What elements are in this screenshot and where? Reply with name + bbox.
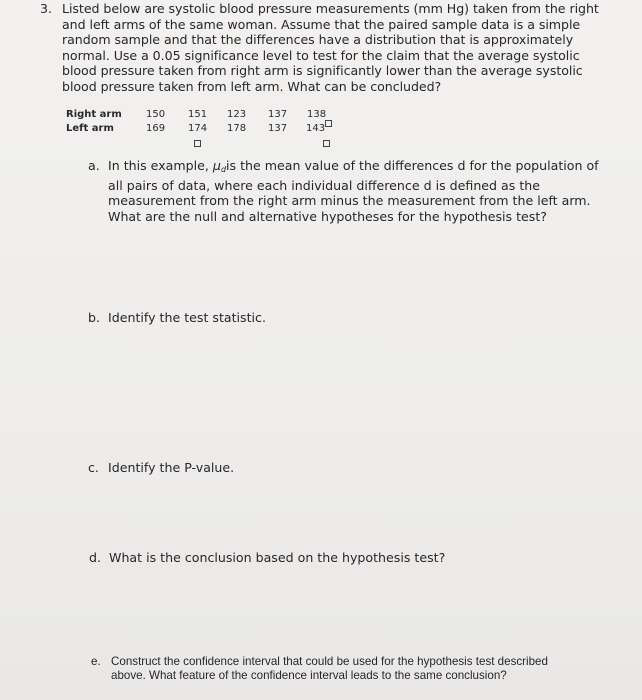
part-a-line: all pairs of data, where each individual difference d is defined as the xyxy=(108,177,540,193)
mu-symbol: μ xyxy=(212,158,221,173)
mu-subscript: d xyxy=(220,165,227,174)
part-d-text: What is the conclusion based on the hypothesis test? xyxy=(109,550,446,565)
table-cell: 151 xyxy=(188,109,208,120)
table-cell: 178 xyxy=(227,123,247,134)
question-number: 3. xyxy=(40,1,53,16)
question-line: blood pressure taken from left arm. What can be concluded? xyxy=(62,78,442,94)
row-label-right-arm: Right arm xyxy=(66,109,122,120)
question-line: Listed below are systolic blood pressure measurements (mm Hg) taken from the right xyxy=(62,1,599,16)
part-b-text: Identify the test statistic. xyxy=(108,310,266,325)
question-line: and left arms of the same woman. Assume that the paired sample data is a simple xyxy=(62,16,581,32)
part-a-line-1-post: is the mean value of the differences d for the population of xyxy=(226,158,599,173)
part-a-line: measurement from the right arm minus the measurement from the left arm. xyxy=(108,193,591,208)
placeholder-box-icon xyxy=(325,120,332,127)
table-cell: 169 xyxy=(146,123,166,134)
part-letter: b. xyxy=(88,310,100,325)
part-e-line: above. What feature of the confidence interval leads to the same conclusion? xyxy=(111,669,507,682)
part-a-line: What are the null and alternative hypotheses for the hypothesis test? xyxy=(108,208,547,224)
table-cell: 138 xyxy=(307,109,327,120)
placeholder-box-icon xyxy=(194,140,201,147)
part-letter: d. xyxy=(89,550,101,565)
part-letter: c. xyxy=(88,460,99,475)
part-e-line: Construct the confidence interval that could be used for the hypothesis test described xyxy=(111,655,548,668)
table-cell: 174 xyxy=(188,123,208,134)
part-e-text xyxy=(111,655,548,683)
question-line: random sample and that the differences have a distribution that is approximately xyxy=(62,32,574,47)
table-cell: 137 xyxy=(268,123,288,134)
question-text xyxy=(62,1,599,94)
table-cell: 143 xyxy=(306,123,326,134)
part-letter: a. xyxy=(88,158,100,173)
table-cell: 123 xyxy=(227,109,247,120)
part-a-text xyxy=(108,158,599,224)
part-c-text: Identify the P-value. xyxy=(108,460,235,475)
part-a-line-1-pre: In this example, xyxy=(108,158,209,173)
placeholder-box-icon xyxy=(323,140,330,147)
table-cell: 150 xyxy=(146,109,166,120)
part-a-line-1 xyxy=(108,158,599,178)
row-label-left-arm: Left arm xyxy=(66,123,114,134)
question-line: normal. Use a 0.05 significance level to test for the claim that the average systolic xyxy=(62,47,580,63)
question-line: blood pressure taken from right arm is significantly lower than the average systolic xyxy=(62,63,583,78)
table-cell: 137 xyxy=(268,109,288,120)
part-letter: e. xyxy=(91,655,101,668)
